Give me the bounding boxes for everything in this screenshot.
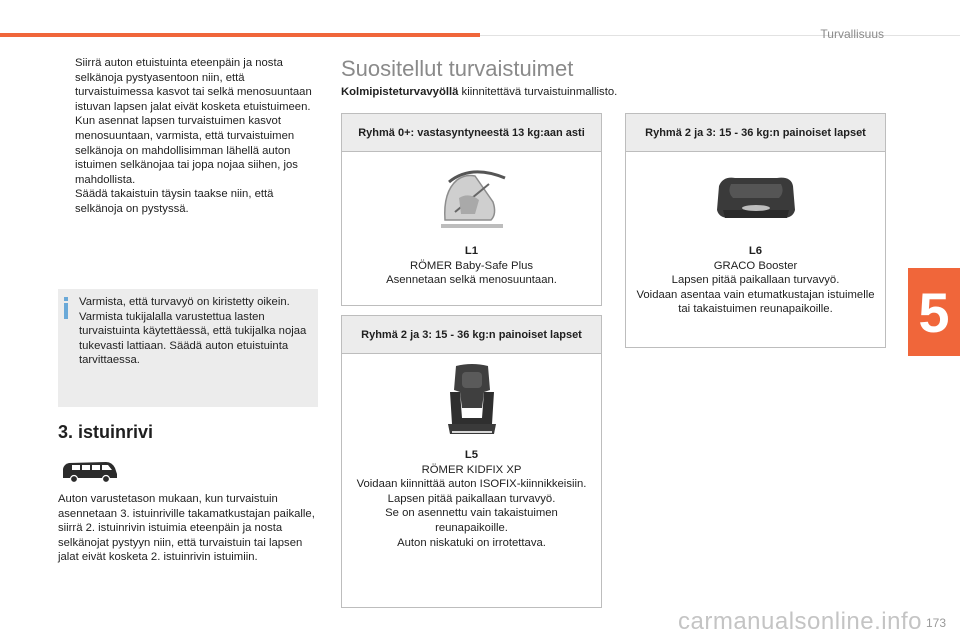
card-caption: L5 RÖMER KIDFIX XP Voidaan kiinnittää auton ISOFIX-kiinnikkeisiin. Lapsen pitää paikallaan turvavyö. Se on asennettu vain takaistuimen reunapaikoille. Auton niskatuki on irrotettava. — [342, 448, 601, 550]
bullet-marker-icon — [58, 187, 75, 216]
highback-booster-icon — [442, 362, 502, 438]
info-box — [58, 289, 318, 407]
card-code: L6 — [748, 245, 763, 257]
booster-cushion-icon — [713, 172, 799, 224]
bullet-item: Kun asennat lapsen turvaistuimen kasvot menosuuntaan, varmista, että turvaistuimen selkänoja on mahdollisimman lähellä auton istuimen selkänojaa tai jopa nojaa siihen, jos mahdollista. — [58, 114, 322, 187]
bullet-marker-icon — [58, 56, 75, 114]
card-code: L1 — [464, 245, 479, 257]
bullet-item: Siirrä auton etuistuinta eteenpäin ja nosta selkänoja pystyasentoon niin, että turvaistuimessa kasvot tai selkä menosuuntaan istuvan lapsen jalat eivät kosketa etuistuimeen. — [58, 56, 322, 114]
page-number: 173 — [925, 616, 946, 630]
seat-card-l5 — [341, 315, 602, 608]
card-header: Ryhmä 2 ja 3: 15 - 36 kg:n painoiset lapset — [626, 114, 885, 152]
bullet-list — [58, 56, 322, 217]
bullet-marker-icon — [58, 114, 75, 187]
intro-text: Kolmipisteturvavyöllä kiinnitettävä turvaistuinmallisto. — [341, 86, 618, 98]
bullet-item: Säädä takaistuin täysin taakse niin, että selkänoja on pystyssä. — [58, 187, 322, 216]
card-header: Ryhmä 2 ja 3: 15 - 36 kg:n painoiset lapset — [342, 316, 601, 354]
seat-card-l6 — [625, 113, 886, 348]
watermark: carmanualsonline.info — [678, 608, 922, 635]
top-divider — [480, 35, 960, 36]
card-caption: L1 RÖMER Baby-Safe Plus Asennetaan selkä menosuuntaan. — [342, 244, 601, 288]
infant-carrier-icon — [435, 162, 509, 234]
third-row-paragraph: Auton varustetason mukaan, kun turvaistuin asennetaan 3. istuinriville takamatkustajan paikalle, siirrä 2. istuinrivin istuimia eteenpäin ja nosta selkänojat pystyyn niin, että turvaistuin tai lapsen jalat eivät kosketa 2. istuinrivin istuimiin. — [58, 493, 315, 564]
card-code: L5 — [464, 449, 479, 461]
page-title: Suositellut turvaistuimet — [341, 56, 574, 81]
top-accent-bar — [0, 33, 480, 37]
chapter-tab: 5 — [908, 268, 960, 356]
card-header: Ryhmä 0+: vastasyntyneestä 13 kg:aan asti — [342, 114, 601, 152]
van-icon — [60, 458, 120, 484]
section-title: Turvallisuus — [820, 27, 884, 41]
seat-card-l1 — [341, 113, 602, 306]
third-row-heading: 3. istuinrivi — [58, 422, 154, 442]
info-icon — [64, 297, 68, 319]
card-caption: L6 GRACO Booster Lapsen pitää paikallaan turvavyö. Voidaan asentaa vain etumatkustajan istuimelle tai takaistuimen reunapaikoille. — [636, 245, 875, 316]
info-text: Varmista, että turvavyö on kiristetty oikein. Varmista tukijalalla varustettua lasten turvaistuinta käytettäessä, että tukijalka nojaa tukevasti lattiaan. Säädä auton etuistuinta tarvittaessa. — [79, 296, 307, 367]
